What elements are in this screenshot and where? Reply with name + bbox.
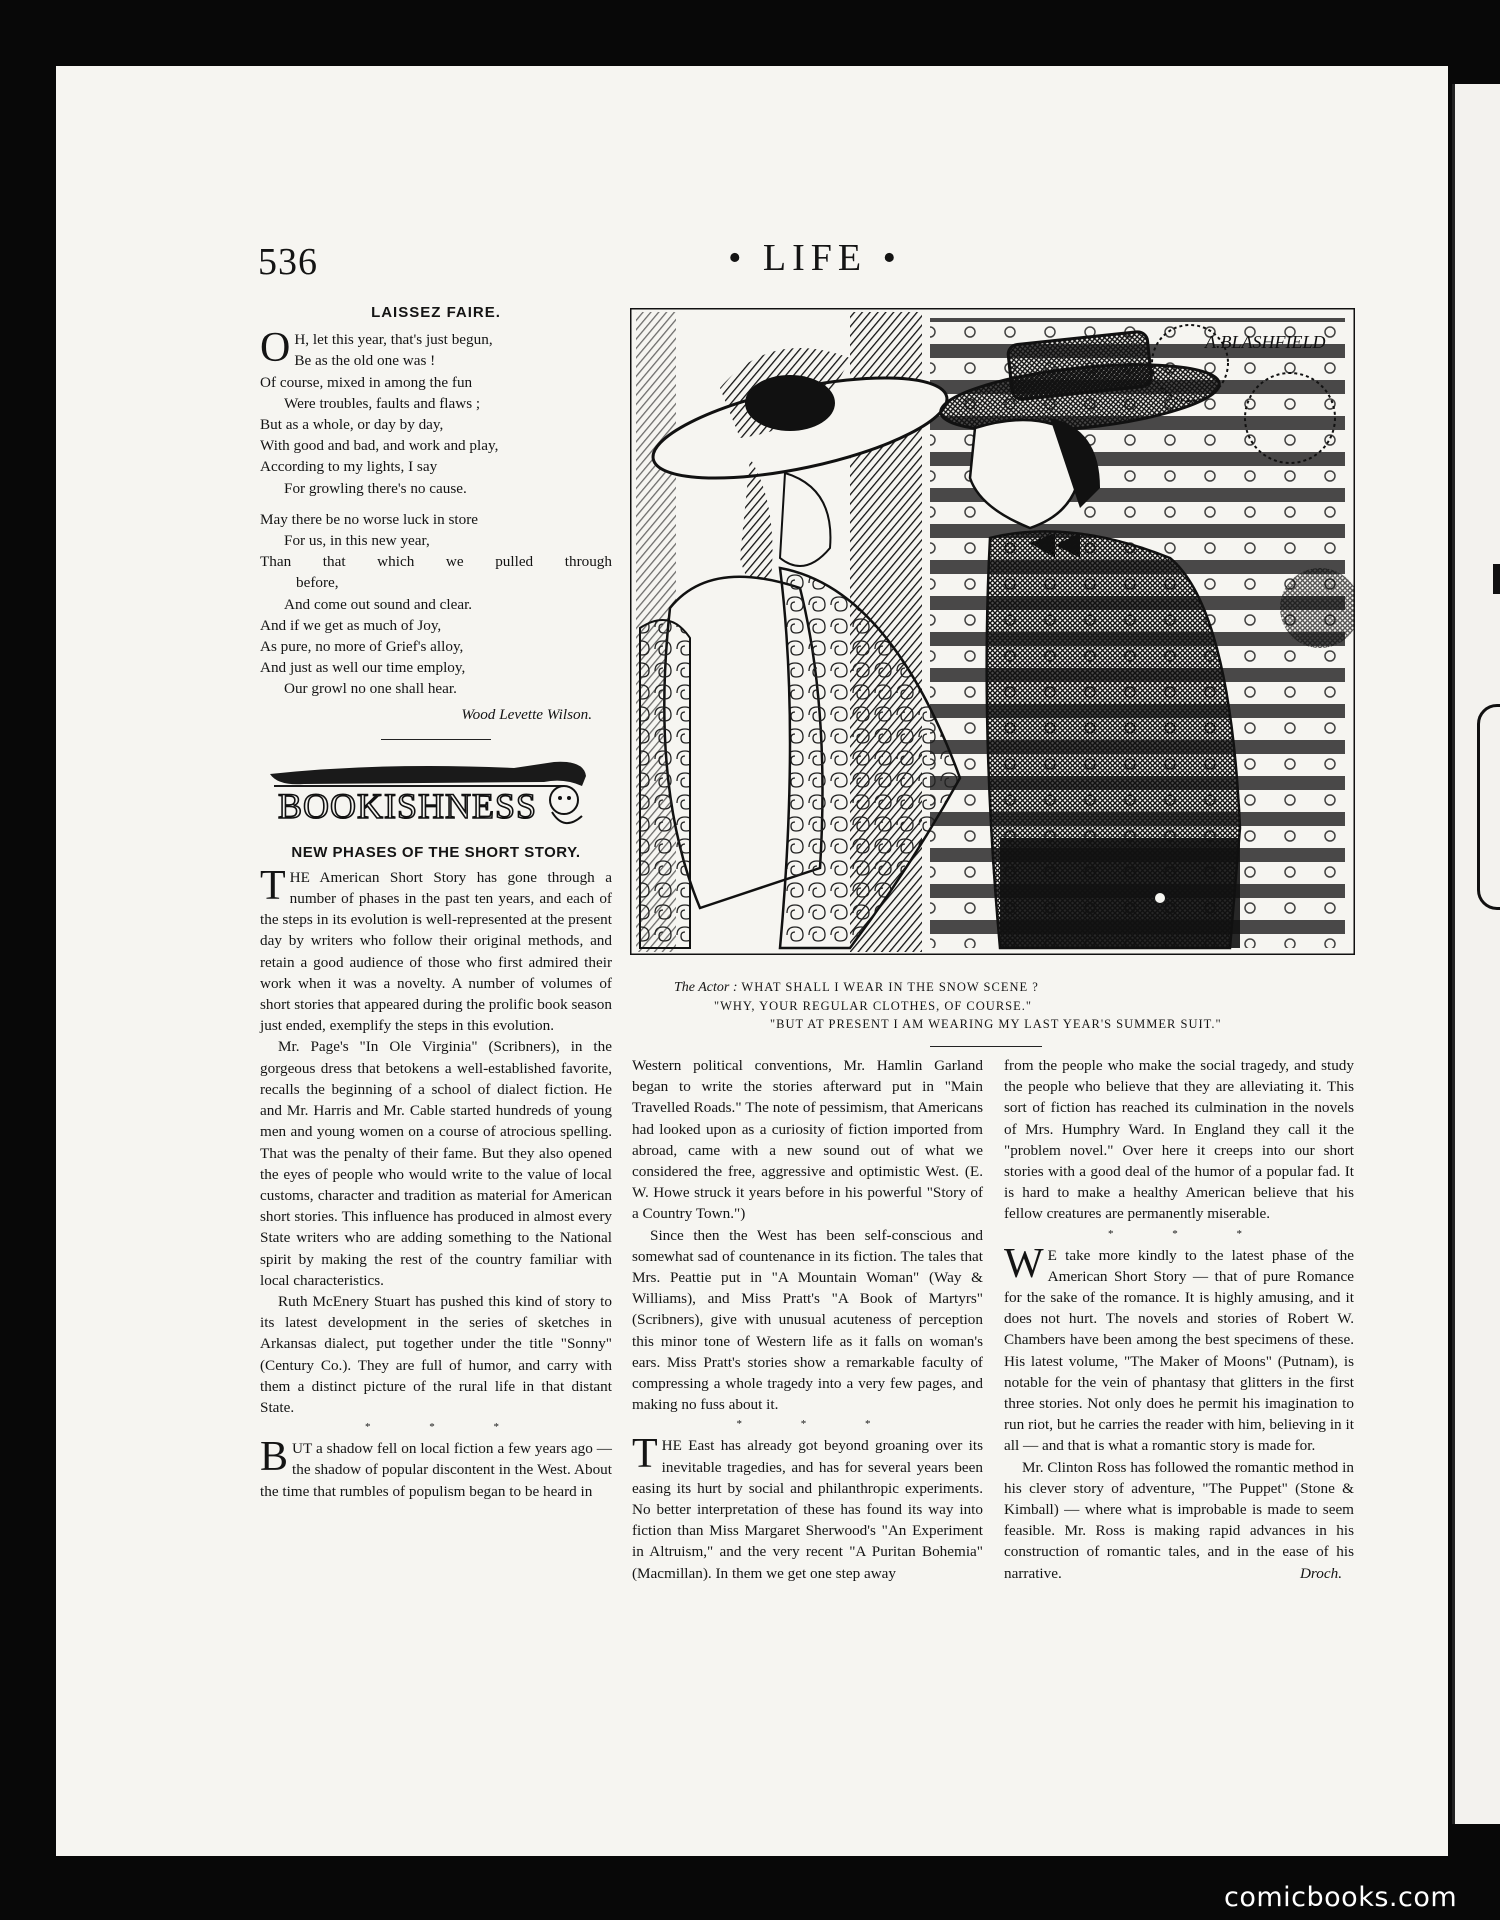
poem-line: Our growl no one shall hear. [284,680,457,698]
caption-line: "WHY, YOUR REGULAR CLOTHES, OF COURSE." [714,999,1032,1013]
poem-line: H, let this year, that's just begun, [294,331,493,349]
masthead-title: • LIFE • [728,237,902,279]
adjacent-page-mark [1493,564,1500,594]
divider-rule [381,739,491,740]
poem-line: As pure, no more of Grief's alloy, [260,638,464,656]
poem-stanza-1 [260,325,612,499]
drop-cap: O [260,325,291,372]
drop-cap: T [260,862,286,909]
poem-line: For us, in this new year, [284,532,430,550]
caption-line: "BUT AT PRESENT I AM WEARING MY LAST YEAR'S SUMMER SUIT." [770,1017,1222,1031]
poem-line: And if we get as much of Joy, [260,616,442,634]
poem-title: LAISSEZ FAIRE. [371,304,501,321]
section-break: * * * [365,1421,527,1434]
article-paragraph: Mr. Clinton Ross has followed the romantic method in his clever story of adventure, "The Puppet" (Stone & Kimball) — where what is improbable is made to seem feasible. Mr. Ross is making rapid advances in his construction of romantic tales, and in the ease of his narrative. Droch. [1004,1457,1354,1584]
illustration [630,308,1355,955]
site-watermark: comicbooks.com [1224,1882,1458,1913]
article-signature: Droch. [1299,1564,1342,1582]
article-paragraph: Mr. Page's "In Ole Virginia" (Scribners), in the gorgeous dress that betokens a well-established favorite, recalls the beginning of a school of dialect fiction. He and Mr. Harris and Mr. Cable started hundreds of young men and young women on a course of atrocious spelling. That was the penalty of their fame. But they also opened the eyes of people who would write to the value of local customs, character and tradition as material for American short stories. This influence has produced in almost every State writers who are adding something to the National spirit by making the rest of the country familiar with local characteristics. [260,1038,612,1289]
poem-stanza-2 [260,509,612,700]
article-paragraph: Ruth McEnery Stuart has pushed this kind of story to its latest development in the series of sketches in Arkansas dialect, put together under the title "Sonny" (Century Co.). They are full of humor, and carry with them a distinct picture of the rural life in that distant State. [260,1292,612,1416]
column-1 [260,304,612,1502]
article-paragraph: W E take more kindly to the latest phase of the American Short Story — that of pure Romance for the sake of the romance. It is highly amusing, and it does not hurt. The novels and stories of Robert W. Chambers have been among the best specimens of these. His latest volume, "The Maker of Moons" (Putnam), is notable for the vein of phantasy that glitters in the first three stories. Not only does he permit his imagination to run riot, but he carries the reader with him, believing in it all — and that is what a romantic story is made for. [1004,1240,1354,1455]
article-paragraph: THE American Short Story has gone through a number of phases in the past ten years, and each of the steps in its evolution is well-represented at the present day by writers who follow their original methods, and retain a good audience of those who first admired their work when it was a novelty. A number of volumes of short stories that appeared during the prolific book season just ended, exemplify the steps in this evolution. [260,862,612,1035]
poem-line: May there be no worse luck in store [260,510,479,528]
caption-line: WHAT SHALL I WEAR IN THE SNOW SCENE ? [741,980,1039,994]
poem-line: And just as well our time employ, [260,659,466,677]
column-2 [632,1055,983,1584]
adjacent-page-mark [1477,704,1500,910]
adjacent-page-edge [1452,84,1500,1824]
drop-cap: B [260,1434,289,1481]
bookishness-banner [264,756,594,834]
poem-line: According to my lights, I say [260,458,438,476]
poem-line: And come out sound and clear. [284,595,473,613]
article-paragraph: Western political conventions, Mr. Hamlin Garland began to write the stories afterward put in "Main Travelled Roads." The note of pessimism, that Americans had looked upon as a curiosity of fiction imported from abroad, came with a new sound out of what we considered the free, aggressive and optimistic West. (E. W. Howe struck it years before in his powerful "Story of a Country Town.") [632,1057,983,1223]
illustration-caption [674,978,1334,1033]
poem-line: For growling there's no cause. [284,479,467,497]
poem-line: Be as the old one was ! [294,352,436,370]
poem-author: Wood Levette Wilson. [461,705,592,723]
section-break: * * * [1108,1227,1270,1240]
page-number: 536 [258,241,318,283]
artist-signature: A.BLASHFIELD [1205,332,1326,352]
article-paragraph: BUT a shadow fell on local fiction a few years ago — the shadow of popular discontent in the West. About the time that rumbles of populism began to be heard in [260,1434,612,1500]
article-paragraph: THE East has already got beyond groaning over its inevitable tragedies, and has for several years been easing its hurt by social and philanthropic experiments. No better interpretation of these has found its way into fiction than Miss Margaret Sherwood's "An Experiment in Altruism," and the very recent "A Puritan Bohemia" (Macmillan). In them we get one step away [632,1431,983,1582]
section-break: * * * [736,1418,899,1431]
drop-cap: W [1004,1240,1044,1287]
divider-rule [930,1046,1042,1047]
article-paragraph: Since then the West has been self-conscious and somewhat sad of countenance in its fiction. The tales that Mrs. Peattie put in "A Mountain Woman" (Way & Williams), and Miss Pratt's "A Book of Martyrs" (Scribners), give with unusual acuteness of perception this minor tone of Western life as it falls on woman's ears. Miss Pratt's stories show a remarkable faculty of compressing a whole tragedy into a very few pages, and making no fuss about it. [632,1226,983,1414]
poem-line: Were troubles, faults and flaws ; [284,394,481,412]
poem-line: Than that which we pulled through [260,553,612,571]
article-paragraph: from the people who make the social tragedy, and study the people who believe that they are alleviating it. This sort of fiction has reached its culmination in the novels of Mrs. Humphry Ward. In England they call it the "problem novel." Over here it creeps into our short stories with a good deal of the humor of a popular fad. It is hard to make a healthy American believe that his fellow creatures are permanently miserable. [1004,1057,1354,1223]
poem-line: But as a whole, or day by day, [260,416,444,434]
poem-line: With good and bad, and work and play, [260,437,499,455]
poem-line: Of course, mixed in among the fun [260,373,473,391]
article-title: NEW PHASES OF THE SHORT STORY. [291,843,581,861]
caption-speaker: The Actor : [674,980,738,995]
banner-lettering: BOOKISHNESS [278,785,538,826]
drop-cap: T [632,1431,658,1478]
column-3 [1004,1055,1354,1584]
poem-line: before, [296,574,339,592]
